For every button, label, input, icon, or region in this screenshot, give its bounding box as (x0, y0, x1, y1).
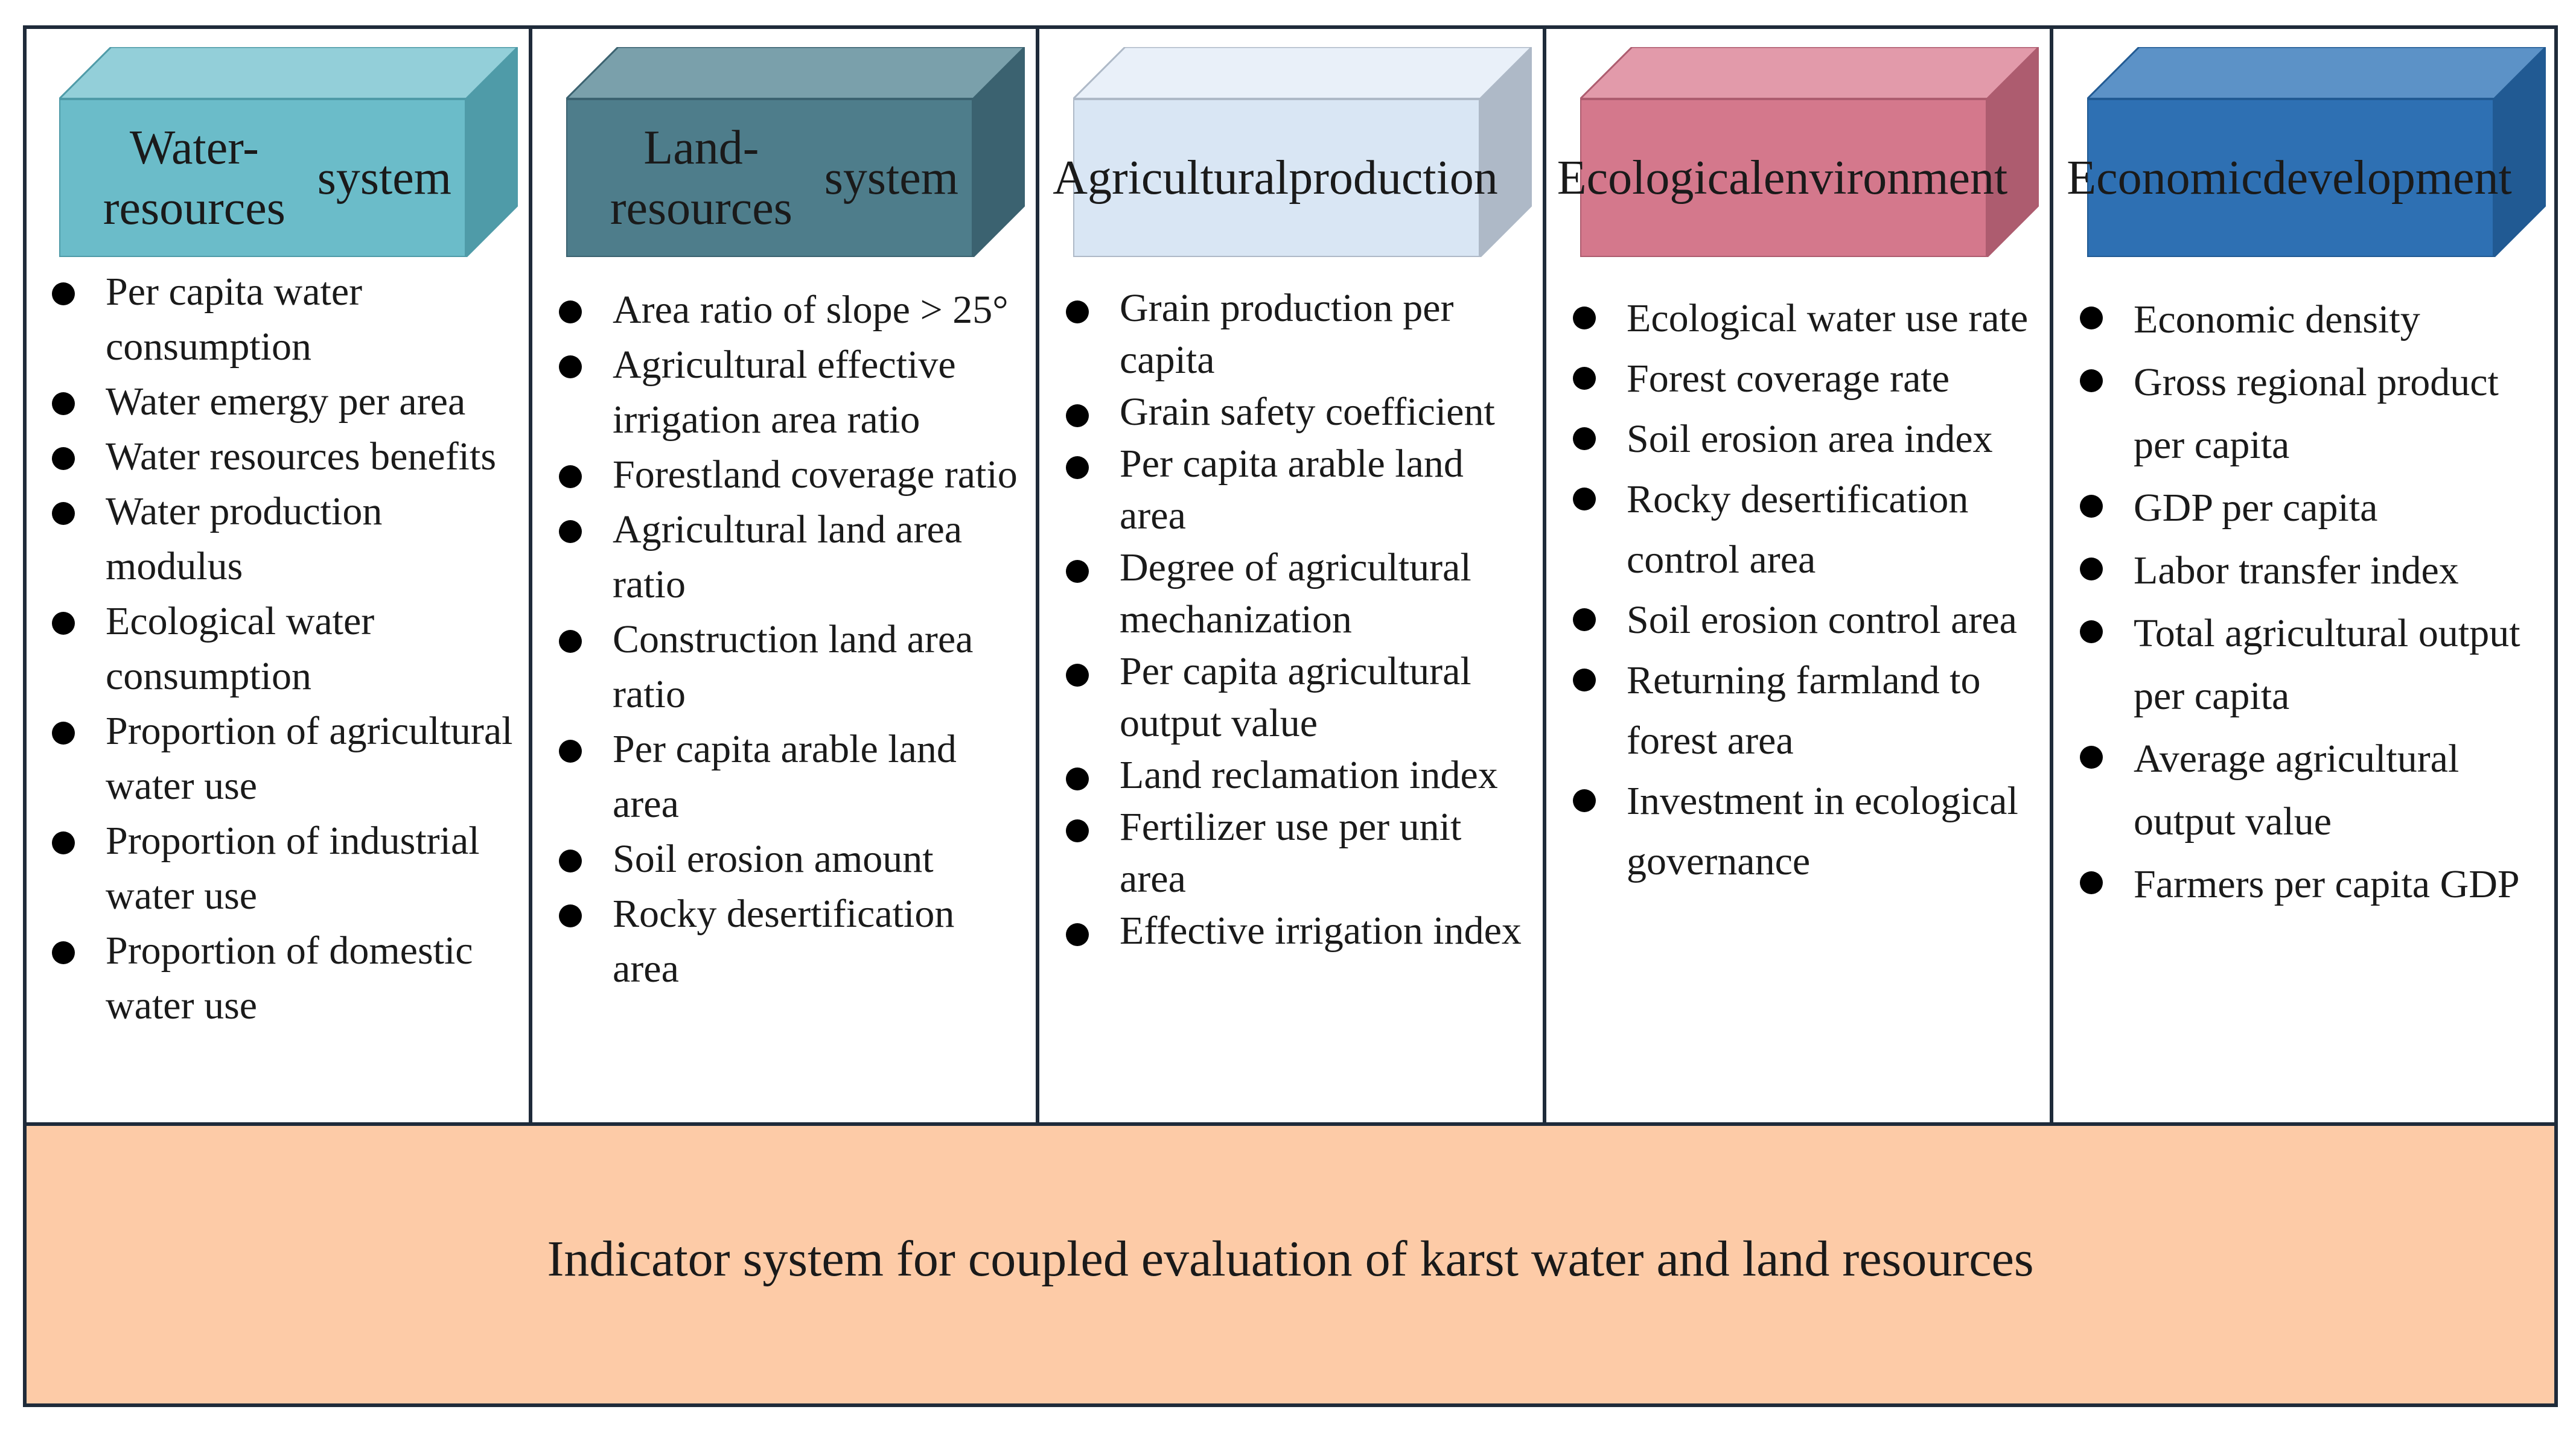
bullet-icon (1066, 560, 1089, 583)
indicator-item: Grain safety coefficient (1041, 386, 1545, 438)
indicator-item: GDP per capita (2055, 477, 2559, 539)
bullet-icon (2080, 871, 2103, 894)
bullet-icon (1066, 404, 1089, 427)
bullet-icon (1573, 608, 1596, 631)
bullet-icon (2080, 620, 2103, 643)
indicator-item: Per capita arable land area (1041, 438, 1545, 542)
indicator-item: Gross regional product per capita (2055, 351, 2559, 477)
column-ecological-environment (1548, 29, 2052, 1122)
indicator-item: Grain production per capita (1041, 282, 1545, 386)
indicator-item: Investment in ecological governance (1548, 771, 2052, 892)
column-title: Water-resources system (103, 121, 451, 235)
indicator-item: Labor transfer index (2055, 539, 2559, 602)
bullet-icon (2080, 558, 2103, 580)
indicator-item: Rocky desertification area (534, 886, 1038, 996)
bullet-icon (52, 392, 75, 415)
indicator-item: Area ratio of slope > 25° (534, 282, 1038, 337)
bullet-icon (559, 300, 582, 323)
indicator-list (1041, 282, 1545, 957)
box-top-face (59, 47, 518, 99)
header-box (2067, 47, 2546, 257)
bullet-icon (1066, 456, 1089, 479)
indicator-item: Construction land area ratio (534, 612, 1038, 722)
indicator-item: Fertilizer use per unit area (1041, 801, 1545, 905)
indicator-item: Land reclamation index (1041, 749, 1545, 801)
indicator-item: Total agricultural output per capita (2055, 602, 2559, 728)
column-water-resources (27, 29, 531, 1122)
box-top-face (1073, 47, 1532, 99)
indicator-item: Proportion of industrial water use (27, 813, 531, 923)
indicator-item: Ecological water use rate (1548, 288, 2052, 349)
bullet-icon (1573, 427, 1596, 450)
indicator-item: Average agricultural output value (2055, 728, 2559, 853)
indicator-item: Soil erosion control area (1548, 590, 2052, 650)
indicator-item: Proportion of agricultural water use (27, 704, 531, 813)
indicator-item: Proportion of domestic water use (27, 923, 531, 1033)
footer-label: Indicator system for coupled evaluation of karst water and land resources (547, 1230, 2034, 1287)
indicator-item: Agricultural land area ratio (534, 502, 1038, 612)
bullet-icon (559, 630, 582, 653)
bullet-icon (52, 831, 75, 854)
indicator-item: Effective irrigation index (1041, 905, 1545, 957)
indicator-item: Farmers per capita GDP (2055, 853, 2559, 916)
bullet-icon (2080, 495, 2103, 518)
indicator-list (27, 264, 531, 1033)
footer-panel (27, 1126, 2554, 1403)
bullet-icon (52, 502, 75, 525)
indicator-list (1548, 288, 2052, 892)
bullet-icon (1066, 819, 1089, 842)
bullet-icon (52, 722, 75, 745)
indicator-item: Per capita agricultural output value (1041, 646, 1545, 749)
box-top-face (2087, 47, 2546, 99)
indicator-item: Soil erosion amount (534, 831, 1038, 886)
header-box (566, 47, 1025, 257)
column-title: Economic development (2067, 151, 2512, 205)
bullet-icon (52, 282, 75, 305)
indicator-item: Ecological water consumption (27, 594, 531, 704)
bullet-icon (559, 355, 582, 378)
bullet-icon (2080, 746, 2103, 769)
bullet-icon (52, 447, 75, 470)
header-box (1557, 47, 2039, 257)
indicator-item: Water emergy per area (27, 374, 531, 429)
bullet-icon (559, 740, 582, 763)
bullet-icon (1066, 767, 1089, 790)
column-agricultural-production (1041, 29, 1545, 1122)
indicator-item: Water resources benefits (27, 429, 531, 484)
column-title: Land-resources system (610, 121, 958, 235)
column-economic-development (2055, 29, 2559, 1122)
indicator-list (2055, 288, 2559, 916)
header-box (1053, 47, 1532, 257)
bullet-icon (559, 520, 582, 543)
indicator-item: Per capita water consumption (27, 264, 531, 374)
bullet-icon (2080, 369, 2103, 392)
column-title: Agricultural production (1053, 151, 1498, 205)
indicator-list (534, 282, 1038, 996)
bullet-icon (559, 904, 582, 927)
header-box (59, 47, 518, 257)
indicator-item: Returning farmland to forest area (1548, 650, 2052, 771)
bullet-icon (1066, 300, 1089, 323)
bullet-icon (2080, 307, 2103, 329)
bullet-icon (1573, 669, 1596, 691)
indicator-item: Degree of agricultural mechanization (1041, 542, 1545, 646)
indicator-item: Per capita arable land area (534, 722, 1038, 831)
box-top-face (566, 47, 1025, 99)
indicator-item: Economic density (2055, 288, 2559, 351)
bullet-icon (1573, 367, 1596, 390)
bullet-icon (1066, 664, 1089, 687)
indicator-item: Agricultural effective irrigation area ratio (534, 337, 1038, 447)
bullet-icon (52, 612, 75, 635)
indicator-item: Forest coverage rate (1548, 349, 2052, 409)
indicator-item: Rocky desertification control area (1548, 469, 2052, 590)
box-top-face (1580, 47, 2039, 99)
bullet-icon (559, 465, 582, 488)
bullet-icon (52, 941, 75, 964)
bullet-icon (1573, 488, 1596, 510)
indicator-item: Water production modulus (27, 484, 531, 594)
indicator-item: Soil erosion area index (1548, 409, 2052, 469)
indicator-item: Forestland coverage ratio (534, 447, 1038, 502)
column-title: Ecological environment (1557, 151, 2008, 205)
column-land-resources (534, 29, 1038, 1122)
bullet-icon (1573, 789, 1596, 812)
bullet-icon (1573, 307, 1596, 329)
bullet-icon (559, 850, 582, 872)
bullet-icon (1066, 923, 1089, 946)
